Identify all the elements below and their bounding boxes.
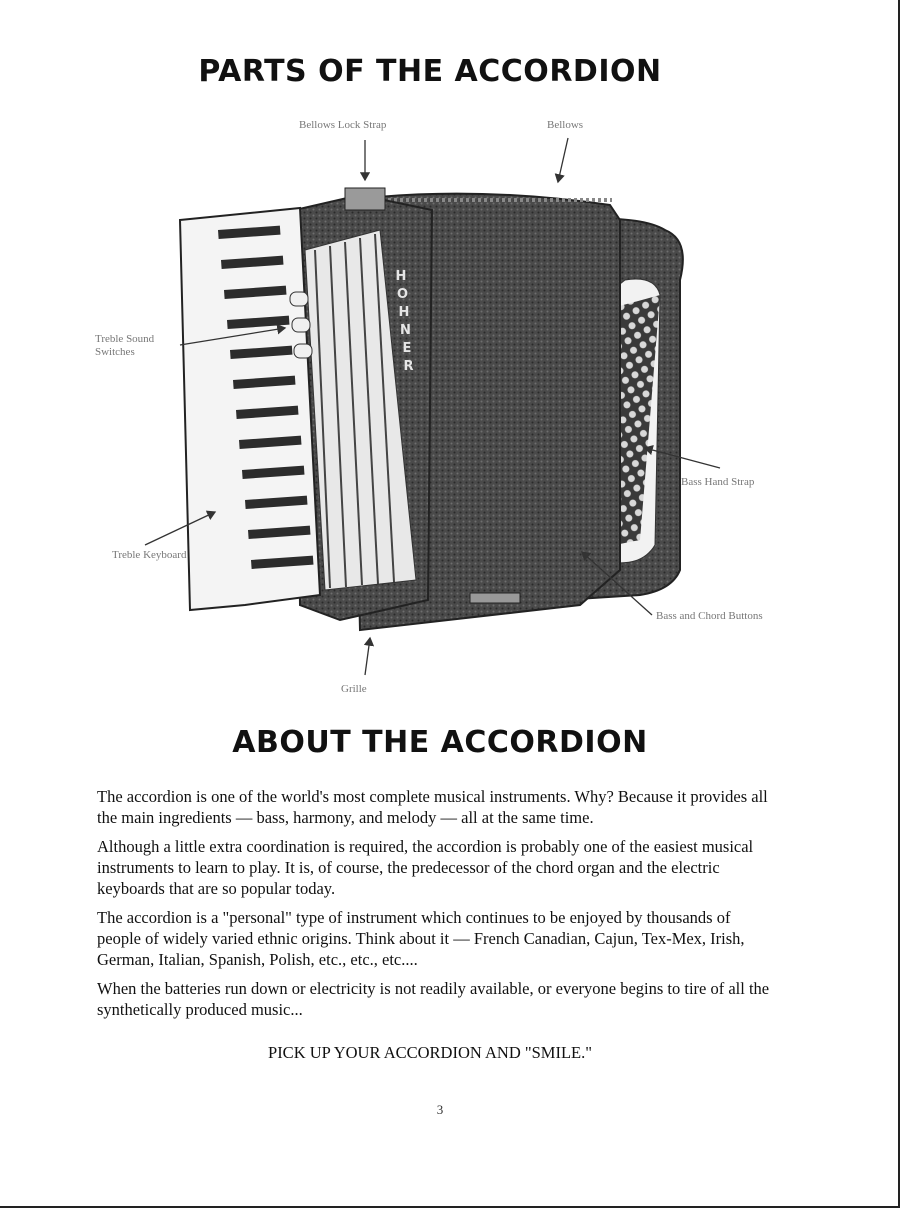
closing-line: PICK UP YOUR ACCORDION AND "SMILE." <box>268 1043 592 1062</box>
page-title-about: ABOUT THE ACCORDION <box>232 725 648 760</box>
page-number: 3 <box>436 1102 444 1117</box>
body-text <box>97 786 777 1028</box>
label-treble-keyboard: Treble Keyboard <box>112 549 187 561</box>
label-bellows-lock-strap: Bellows Lock Strap <box>299 119 387 131</box>
accordion-illustration <box>0 100 900 710</box>
paragraph: Although a little extra coordination is required, the accordion is probably one of the easiest musical instruments to learn to play. It is, of course, the predecessor of the chord organ and the electric keyboards that are so popular today. <box>97 837 754 898</box>
bellows-lock-strap <box>345 188 385 210</box>
paragraph: The accordion is one of the world's most complete musical instruments. Why? Because it provides all the main ingredients — bass, harmony, and melody — all at the same time. <box>97 787 768 827</box>
label-bass-and-chord-buttons: Bass and Chord Buttons <box>656 610 763 622</box>
svg-text:HOHNER: H O H N E R <box>395 269 414 374</box>
grille-plate <box>470 593 520 603</box>
treble-keyboard <box>180 208 320 610</box>
label-bellows: Bellows <box>547 119 584 131</box>
label-treble-sound-switches: Treble Sound Switches <box>95 333 155 358</box>
paragraph: The accordion is a "personal" type of instrument which continues to be enjoyed by thousands of people of widely varied ethnic origins. Think about it — French Canadian, Cajun, Tex-Mex, Irish, German, Italian, Spanish, Polish, etc., etc., etc.... <box>97 908 745 969</box>
label-bass-hand-strap: Bass Hand Strap <box>681 476 755 488</box>
page-title-parts: PARTS OF THE ACCORDION <box>198 54 662 89</box>
label-grille: Grille <box>341 683 367 695</box>
paragraph: When the batteries run down or electricity is not readily available, or everyone begins to tire of all the synthetically produced music... <box>97 979 770 1019</box>
accordion-diagram <box>0 100 900 710</box>
